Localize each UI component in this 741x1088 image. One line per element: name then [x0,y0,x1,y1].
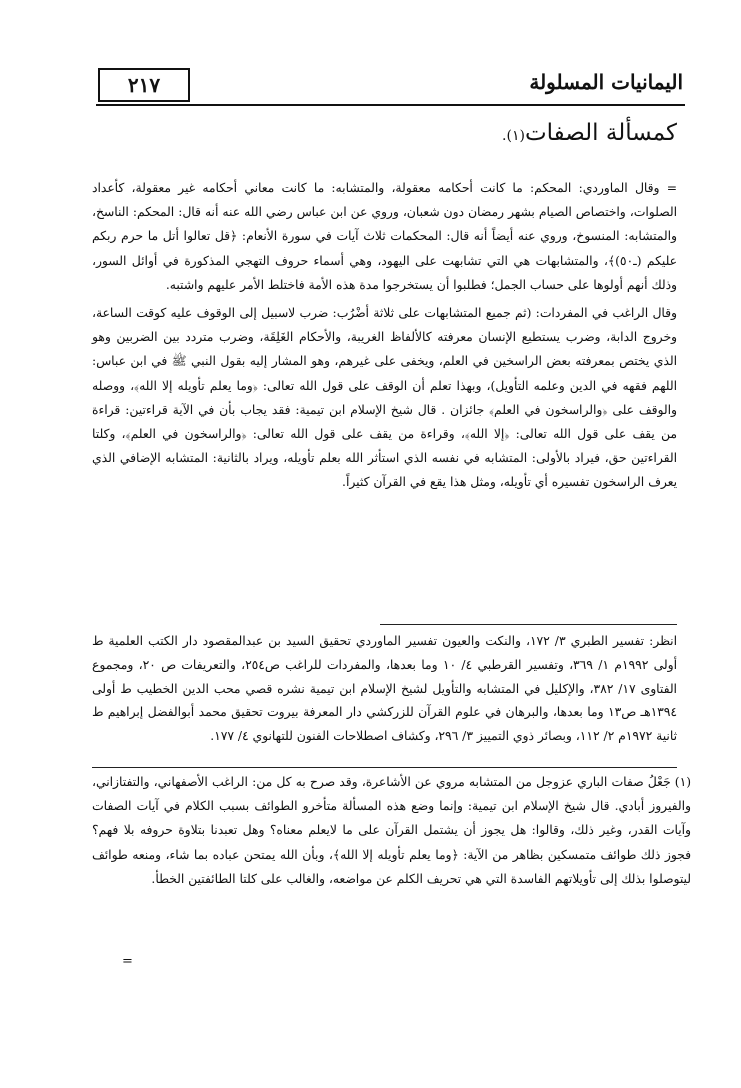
running-title: اليمانيات المسلولة [529,70,683,94]
header-rule [96,104,685,106]
footnote-separator [92,767,677,768]
page-number [98,68,190,102]
sources-list [92,630,677,749]
section-heading [502,120,677,146]
footnote-text: جَعْلُ صفات الباري عزوجل من المتشابه مروي عن الأشاعرة، وقد صرح به كل من: الراغب الأصفهاني، والتفتازاني، والفيروز أبادي. قال شيخ الإسلام ابن تيمية: وإنما وضع هذه المسألة متأخرو الطوائف بسبب الكلام في آيات الصفات وآيات القدر، وغير ذلك، وقالوا: هل يجوز أن يشتمل القرآن على ما لايعلم معناه؟ وهل تعبدنا بتلاوة حروفه بلا فهم؟ فجوز ذلك طوائف متمسكين بظاهر من الآية: ﴿وما يعلم تأويله إلا الله﴾، وبأن الله يمتحن عباده بما شاء، ومنعه طوائف ليتوصلوا بذلك إلى تأويلاتهم الفاسدة التي هي تحريف الكلم عن مواضعه، والغالب على كلتا الطائفتين الخطأ. [92,775,691,886]
sources-text: انظر: تفسير الطبري ٣/ ١٧٢، والنكت والعيون تفسير الماوردي تحقيق السيد بن عبدالمقصود دار الكتب العلمية ط أولى ١٩٩٢م ١/ ٣٦٩، وتفسير القرطبي ٤/ ١٠ وما بعدها، والمفردات للراغب ص٢٥٤، والتعريفات ص ٢٠، ومجموع الفتاوى ١٧/ ٣٨٢، والإكليل في المتشابه والتأويل لشيخ الإسلام ابن تيمية نشره قصي محب الدين الخطيب ط أولى ١٣٩٤هـ ص١٣ وما بعدها، والبرهان في علوم القرآن للزركشي دار المعرفة بيروت تحقيق محمد أبوالفضل إبراهيم ط ثانية ١٩٧٢م ٢/ ١١٢، وبصائر ذوي التمييز ٣/ ٢٩٦، وكشاف اصطلاحات الفنون للتهانوي ٤/ ١٧٧. [92,634,677,744]
section-heading-text: كمسألة الصفات [524,120,677,146]
continuation-mark: = [122,954,133,969]
footnote-paragraph [92,770,691,891]
sources-separator [380,624,677,625]
footnote-number: (١) [674,775,691,789]
body-text [92,176,677,495]
page-number-text: ٢١٧ [127,73,161,97]
section-heading-note: (١). [502,128,525,144]
footnote [92,770,691,891]
body-paragraph-1: = وقال الماوردي: المحكم: ما كانت أحكامه معقولة، والمتشابه: ما كانت معاني أحكامه غير معقولة، كأعداد الصلوات، واختصاص الصيام بشهر رمضان دون شعبان، وروي عن ابن عباس رضي الله عنه أنه قال: المحكم: الناسخ، والمتشابه: المنسوخ، وروي عنه أيضاً أنه قال: المحكمات ثلاث آيات في سورة الأنعام: ﴿قل تعالوا أتل ما حرم ربكم عليكم (ـ٥٠)﴾، والمتشابهات هي التي تشابهت على اليهود، وهي أسماء حروف التهجي المذكورة في أوائل السور، وذلك أنهم أولوها على حساب الجمل؛ فطلبوا أن يستخرجوا مدة هذه الأمة فاختلط الأمر عليهم واشتبه. [92,181,677,292]
body-paragraph-2: وقال الراغب في المفردات: (ثم جميع المتشابهات على ثلاثة أضْرُب: ضرب لاسبيل إلى الوقوف عليه كوقت الساعة، وخروج الدابة، وضرب يستطيع الإنسان معرفته كالألفاظ الغريبة، والأحكام الغَلِقَة، وضرب متردد بين الضربين وهو الذي يختص بمعرفته بعض الراسخين في العلم، ويخفى على غيرهم، وهو المشار إليه بقول النبي ﷺ في ابن عباس: اللهم فقهه في الدين وعلمه التأويل)، وبهذا تعلم أن الوقف على قول الله تعالى: ﴿وما يعلم تأويله إلا الله﴾، ووصله والوقف على ﴿والراسخون في العلم﴾ جائزان . قال شيخ الإسلام ابن تيمية: فقد يجاب بأن في الآية قراءتين: قراءة من يقف على قول الله تعالى: ﴿إلا الله﴾، وقراءة من يقف على قول الله تعالى: ﴿والراسخون في العلم﴾، وكلتا القراءتين حق، فيراد بالأولى: المتشابه في نفسه الذي استأثر الله بعلم تأويله، ويراد بالثانية: المتشابه الإضافي الذي يعرف الراسخون تفسيره أي تأويله، ومثل هذا يقع في القرآن كثيراً. [92,306,677,490]
